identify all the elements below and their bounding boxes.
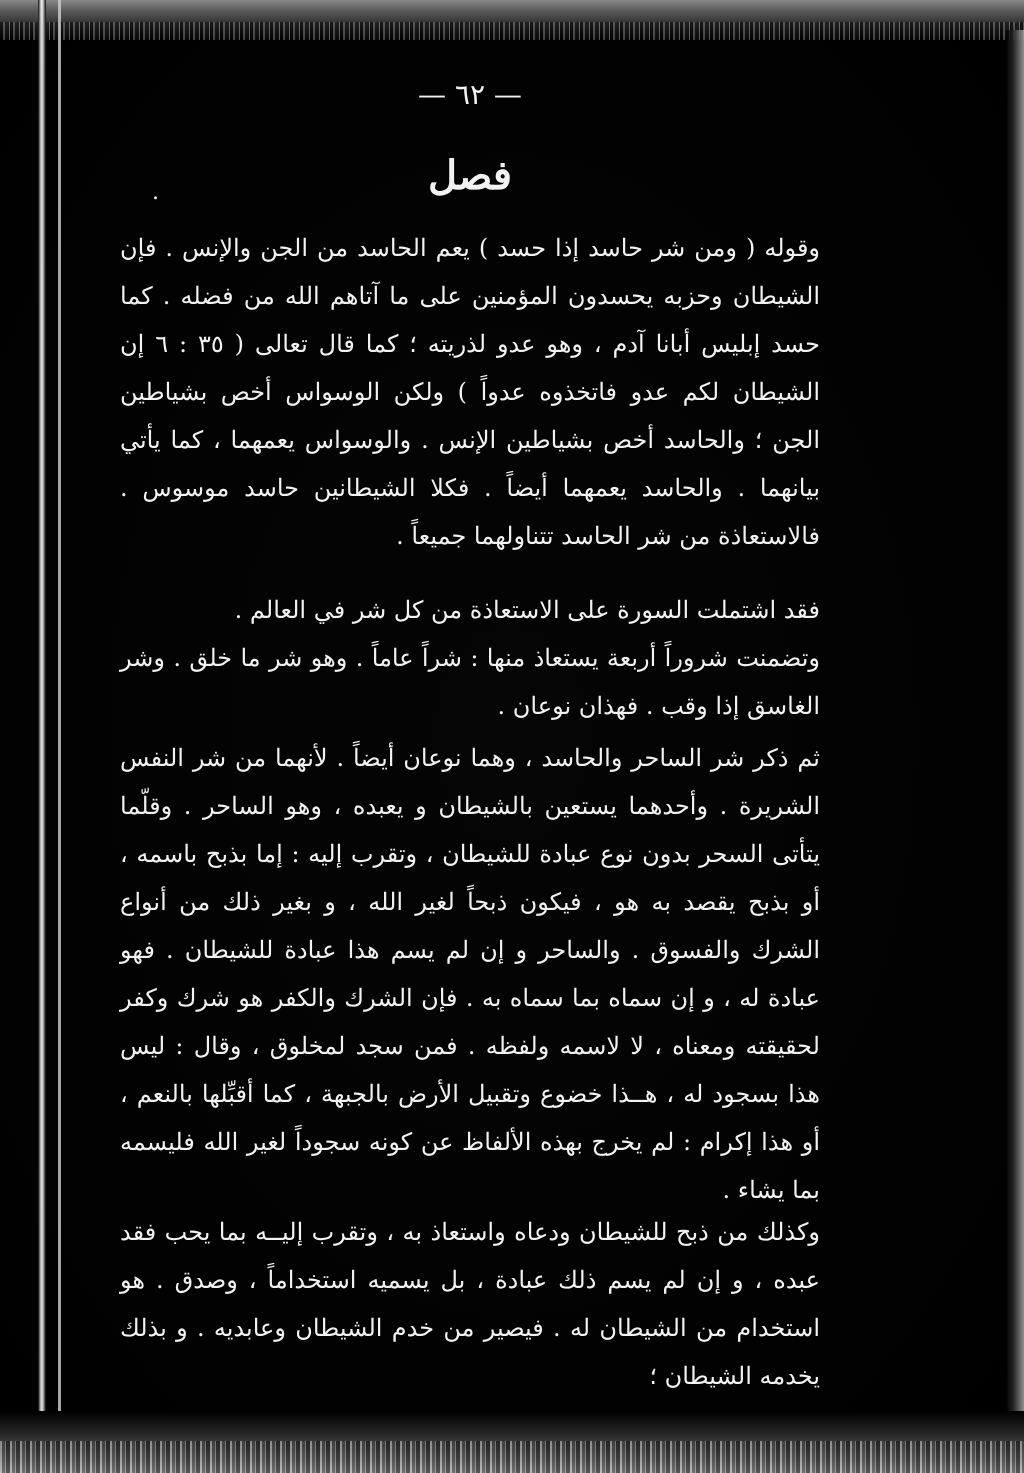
paragraph-4: ثم ذكر شر الساحر والحاسد ، وهما نوعان أيضاً . لأنهما من شر النفس الشريرة . وأحدهما يستعين بالشيطان و يعبده ، وهو الساحر . وقلّما يتأتى السحر بدون نوع عبادة للشيطان ، وتقرب إليه : إما بذبح باسمه ، أو بذبح يقصد به هو ، فيكون ذبحاً لغير الله ، و بغير ذلك من أنواع الشرك والفسوق . والساحر و إن لم يسم هذا عبادة للشيطان . فهو عبادة له ، و إن سماه بما سماه به . فإن الشرك والكفر هو شرك وكفر لحقيقته ومعناه ، لا لاسمه ولفظه . فمن سجد لمخلوق ، وقال : ليس هذا بسجود له ، هــذا خضوع وتقبيل الأرض بالجبهة ، كما أقبِّلها بالنعم ، أو هذا إكرام : لم يخرج بهذه الألفاظ عن كونه سجوداً لغير الله فليسمه بما يشاء . <box>120 744 821 1204</box>
scan-left-edge <box>38 0 46 1473</box>
scan-top-noise <box>0 22 1024 40</box>
paragraph-1: وقوله ( ومن شر حاسد إذا حسد ) يعم الحاسد من الجن والإنس . فإن الشيطان وحزبه يحسدون المؤمنين على ما آتاهم الله من فضله . كما حسد إبليس أبانا آدم ، وهو عدو لذريته ؛ كما قال تعالى ( ٣٥ : ٦ إن الشيطان لكم عدو فاتخذوه عدواً ) ولكن الوسواس أخص بشياطين الجن ؛ والحاسد أخص بشياطين الإنس . والوسواس يعمهما ، كما يأتي بيانهما . والحاسد يعمهما أيضاً . فكلا الشيطانين حاسد موسوس . فالاستعاذة من شر الحاسد تتناولهما جميعاً . <box>120 234 821 550</box>
heading-mark: . <box>152 180 159 205</box>
scan-left-edge-line <box>58 0 61 1473</box>
page-number: — ٦٢ — <box>418 78 522 111</box>
scan-right-edge <box>1006 30 1024 1430</box>
paragraph-5: وكذلك من ذبح للشيطان ودعاه واستعاذ به ، وتقرب إليــه بما يحب فقد عبده ، و إن لم يسم ذلك عبادة ، بل يسميه استخداماً ، وصدق . هو استخدام من الشيطان له . فيصير من خدم الشيطان وعابديه . و بذلك يخدمه الشيطان ؛ <box>120 1218 820 1390</box>
book-page <box>120 60 820 1420</box>
paragraph-2: فقد اشتملت السورة على الاستعاذة من كل شر في العالم . <box>234 596 820 624</box>
scan-bottom-noise <box>0 1441 1024 1473</box>
paragraph-3: وتضمنت شروراً أربعة يستعاذ منها : شراً عاماً . وهو شر ما خلق . وشر الغاسق إذا وقب . فهذان نوعان . <box>120 644 820 720</box>
section-heading: فصل <box>427 152 513 199</box>
